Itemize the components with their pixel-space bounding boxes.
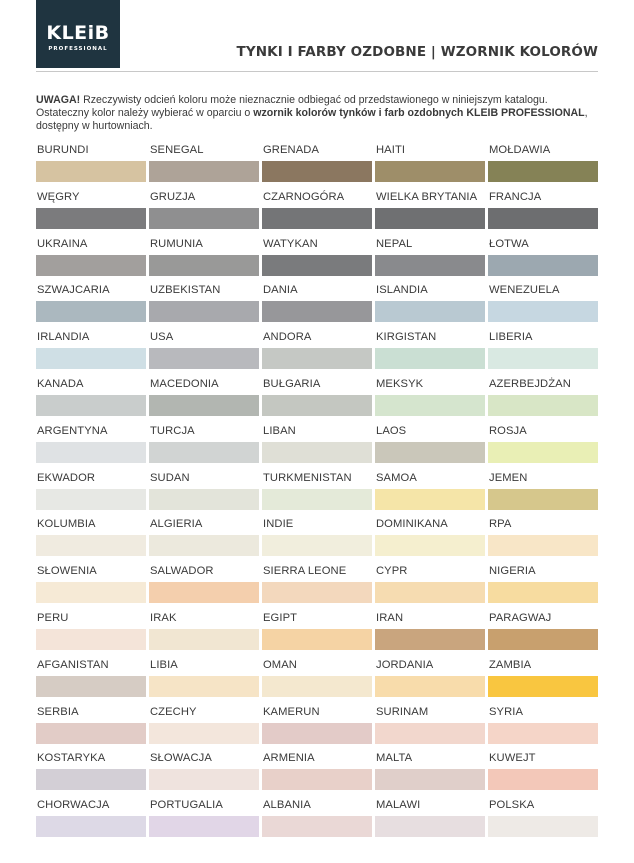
color-swatch-card [36, 377, 148, 424]
color-swatch [262, 208, 372, 229]
color-swatch-card [149, 705, 261, 752]
color-swatch [149, 348, 259, 369]
color-swatch-card [262, 424, 374, 471]
color-name-label: MALAWI [376, 799, 421, 812]
color-swatch-card [488, 751, 600, 798]
color-swatch [262, 723, 372, 744]
color-name-label: RUMUNIA [150, 237, 203, 250]
color-name-label: SŁOWACJA [150, 752, 212, 765]
color-swatch-card [488, 143, 600, 190]
notice-text-1: Rzeczywisty odcień koloru może nieznacznie odbiegać od przedstawionego w niniejszym katalogu. Ostateczny kolor należy wybierać w oparciu o [36, 94, 548, 119]
color-name-label: MOŁDAWIA [489, 144, 551, 156]
color-swatch [149, 395, 259, 416]
color-swatch [149, 489, 259, 510]
color-name-label: DANIA [263, 284, 298, 297]
color-name-label: EKWADOR [37, 471, 96, 484]
color-name-label: ALGIERIA [150, 518, 203, 531]
color-swatch [488, 629, 598, 650]
color-swatch-card [36, 658, 148, 705]
color-name-label: KOLUMBIA [37, 518, 96, 531]
color-swatch-card [36, 424, 148, 471]
color-swatch [262, 161, 372, 182]
color-swatch-card [262, 705, 374, 752]
color-swatch [488, 208, 598, 229]
color-swatch-card [488, 517, 600, 564]
color-swatch-card [36, 143, 148, 190]
color-name-label: CHORWACJA [37, 799, 110, 812]
color-swatch [36, 723, 146, 744]
color-name-label: UKRAINA [37, 237, 88, 250]
color-swatch [488, 395, 598, 416]
color-swatch [36, 582, 146, 603]
color-swatch [149, 208, 259, 229]
color-name-label: WATYKAN [263, 237, 318, 250]
color-name-label: SENEGAL [150, 144, 204, 156]
color-name-label: RPA [489, 518, 512, 531]
color-name-label: SZWAJCARIA [37, 284, 110, 297]
color-swatch [36, 442, 146, 463]
color-swatch [375, 676, 485, 697]
color-swatch [36, 208, 146, 229]
color-swatch-card [36, 564, 148, 611]
color-swatch [149, 535, 259, 556]
color-swatch-card [149, 143, 261, 190]
color-name-label: PARAGWAJ [489, 611, 552, 624]
color-swatch [375, 208, 485, 229]
color-swatch-card [36, 751, 148, 798]
color-swatch-card [36, 798, 148, 845]
color-swatch-card [149, 517, 261, 564]
color-swatch [262, 442, 372, 463]
color-swatch [36, 489, 146, 510]
color-name-label: ARMENIA [263, 752, 315, 765]
color-swatch-card [262, 564, 374, 611]
color-swatch-card [36, 471, 148, 518]
color-name-label: SURINAM [376, 705, 429, 718]
color-name-label: SŁOWENIA [37, 565, 97, 578]
color-swatch-card [488, 330, 600, 377]
color-swatch [262, 816, 372, 837]
color-swatch [149, 301, 259, 322]
color-name-label: SIERRA LEONE [263, 565, 347, 578]
notice-text-2: , dostępny w hurtowniach. [36, 107, 588, 132]
color-swatch-card [488, 377, 600, 424]
color-name-label: INDIE [263, 518, 294, 531]
color-swatch-card [488, 237, 600, 284]
color-swatch [375, 769, 485, 790]
color-name-label: CZECHY [150, 705, 197, 718]
color-swatch-grid [36, 143, 600, 845]
color-swatch-card [149, 798, 261, 845]
color-name-label: SUDAN [150, 471, 190, 484]
color-name-label: LIBAN [263, 424, 296, 437]
color-swatch-card [488, 611, 600, 658]
color-name-label: ROSJA [489, 424, 527, 437]
color-swatch [488, 442, 598, 463]
color-swatch-card [375, 564, 487, 611]
color-swatch [375, 535, 485, 556]
notice-swatchbook-reference: wzornik kolorów tynków i farb ozdobnych KLEIB PROFESSIONAL [253, 107, 585, 119]
color-swatch [36, 348, 146, 369]
color-swatch-card [488, 190, 600, 237]
color-name-label: ISLANDIA [376, 284, 428, 297]
color-swatch [262, 629, 372, 650]
color-swatch [375, 489, 485, 510]
color-swatch-card [149, 658, 261, 705]
color-swatch [375, 395, 485, 416]
color-swatch-card [149, 471, 261, 518]
color-swatch [488, 816, 598, 837]
color-swatch [36, 535, 146, 556]
color-swatch [488, 535, 598, 556]
color-name-label: DOMINIKANA [376, 518, 448, 531]
color-swatch [149, 723, 259, 744]
color-name-label: JORDANIA [376, 658, 434, 671]
color-swatch [36, 629, 146, 650]
color-swatch-card [36, 330, 148, 377]
color-swatch [375, 582, 485, 603]
color-swatch-card [149, 377, 261, 424]
color-swatch-card [375, 330, 487, 377]
color-swatch-card [149, 330, 261, 377]
color-swatch-card [262, 283, 374, 330]
color-name-label: USA [150, 331, 174, 344]
color-name-label: IRLANDIA [37, 331, 90, 344]
color-name-label: HAITI [376, 144, 406, 156]
color-swatch-card [375, 471, 487, 518]
color-swatch-card [36, 517, 148, 564]
header-divider [36, 71, 598, 72]
color-swatch [262, 348, 372, 369]
color-swatch [488, 723, 598, 744]
page-title: TYNKI I FARBY OZDOBNE | WZORNIK KOLORÓW [236, 44, 598, 60]
color-swatch [262, 769, 372, 790]
color-swatch-card [488, 424, 600, 471]
color-name-label: JEMEN [489, 471, 528, 484]
color-swatch [262, 301, 372, 322]
color-name-label: ANDORA [263, 331, 312, 344]
color-swatch [488, 348, 598, 369]
color-swatch-card [375, 283, 487, 330]
color-name-label: MEKSYK [376, 377, 424, 390]
color-name-label: GRUZJA [150, 190, 196, 203]
color-swatch-card [36, 705, 148, 752]
logo-subtext: PROFESSIONAL [48, 46, 108, 52]
color-name-label: KIRGISTAN [376, 331, 437, 344]
color-name-label: AFGANISTAN [37, 658, 109, 671]
color-swatch-card [149, 611, 261, 658]
color-swatch-card [149, 424, 261, 471]
color-swatch-card [375, 751, 487, 798]
color-swatch-card [375, 705, 487, 752]
color-name-label: MACEDONIA [150, 377, 219, 390]
color-swatch [149, 442, 259, 463]
color-name-label: EGIPT [263, 611, 298, 624]
color-swatch [149, 255, 259, 276]
color-swatch [488, 255, 598, 276]
color-name-label: KANADA [37, 377, 84, 390]
color-swatch [149, 161, 259, 182]
color-swatch [375, 301, 485, 322]
color-name-label: KUWEJT [489, 752, 536, 765]
color-swatch-card [149, 237, 261, 284]
color-name-label: SAMOA [376, 471, 417, 484]
color-swatch-card [149, 564, 261, 611]
color-swatch [262, 255, 372, 276]
color-swatch-card [375, 190, 487, 237]
color-name-label: KAMERUN [263, 705, 320, 718]
color-swatch-card [262, 377, 374, 424]
color-name-label: ŁOTWA [489, 237, 529, 250]
logo-text: KLEiB [46, 22, 110, 44]
color-swatch [488, 489, 598, 510]
color-swatch [488, 582, 598, 603]
color-swatch-card [262, 471, 374, 518]
color-swatch-card [149, 751, 261, 798]
color-swatch [262, 489, 372, 510]
color-name-label: IRAN [376, 611, 404, 624]
color-name-label: LIBIA [150, 658, 178, 671]
color-swatch-card [375, 517, 487, 564]
notice-warning-label: UWAGA! [36, 94, 81, 106]
color-swatch [149, 816, 259, 837]
color-swatch [149, 629, 259, 650]
color-swatch-card [149, 283, 261, 330]
color-name-label: NIGERIA [489, 565, 536, 578]
color-swatch [262, 395, 372, 416]
color-swatch [375, 816, 485, 837]
color-swatch [375, 442, 485, 463]
color-name-label: OMAN [263, 658, 297, 671]
color-swatch-card [488, 705, 600, 752]
color-name-label: BURUNDI [37, 144, 89, 156]
color-name-label: PORTUGALIA [150, 799, 223, 812]
color-swatch [375, 161, 485, 182]
color-swatch [149, 769, 259, 790]
color-swatch-card [375, 237, 487, 284]
color-name-label: LIBERIA [489, 331, 533, 344]
color-swatch-card [36, 190, 148, 237]
color-name-label: MALTA [376, 752, 413, 765]
color-name-label: CZARNOGÓRA [263, 190, 345, 203]
color-swatch [375, 629, 485, 650]
color-swatch [488, 161, 598, 182]
color-name-label: WENEZUELA [489, 284, 560, 297]
color-swatch-card [262, 237, 374, 284]
color-name-label: NEPAL [376, 237, 413, 250]
color-swatch [149, 582, 259, 603]
color-name-label: ALBANIA [263, 799, 311, 812]
color-name-label: IRAK [150, 611, 177, 624]
color-name-label: FRANCJA [489, 190, 542, 203]
color-name-label: BUŁGARIA [263, 377, 321, 390]
color-swatch-card [375, 143, 487, 190]
color-name-label: ARGENTYNA [37, 424, 108, 437]
color-swatch [262, 535, 372, 556]
color-swatch [375, 348, 485, 369]
color-name-label: SERBIA [37, 705, 79, 718]
color-swatch-card [262, 330, 374, 377]
color-name-label: POLSKA [489, 799, 535, 812]
color-swatch [36, 301, 146, 322]
color-swatch [36, 676, 146, 697]
color-swatch-card [262, 798, 374, 845]
color-swatch-card [149, 190, 261, 237]
color-name-label: SALWADOR [150, 565, 214, 578]
color-name-label: LAOS [376, 424, 407, 437]
color-name-label: WIELKA BRYTANIA [376, 190, 478, 203]
color-swatch [488, 676, 598, 697]
color-swatch-card [488, 564, 600, 611]
color-swatch-card [36, 611, 148, 658]
color-swatch-card [488, 471, 600, 518]
color-swatch [488, 301, 598, 322]
color-swatch-card [488, 283, 600, 330]
color-name-label: WĘGRY [37, 190, 80, 203]
color-name-label: ZAMBIA [489, 658, 532, 671]
color-name-label: PERU [37, 611, 69, 624]
color-swatch [375, 255, 485, 276]
color-swatch [36, 395, 146, 416]
color-swatch-card [262, 751, 374, 798]
color-name-label: KOSTARYKA [37, 752, 106, 765]
color-swatch-card [262, 143, 374, 190]
color-swatch-card [375, 611, 487, 658]
color-name-label: SYRIA [489, 705, 524, 718]
color-swatch [488, 769, 598, 790]
color-name-label: TURCJA [150, 424, 195, 437]
color-swatch-card [36, 283, 148, 330]
color-swatch-card [375, 798, 487, 845]
color-swatch [36, 255, 146, 276]
kleib-logo [36, 0, 120, 68]
color-swatch [36, 816, 146, 837]
color-swatch-card [36, 237, 148, 284]
color-swatch-card [488, 658, 600, 705]
color-swatch [262, 582, 372, 603]
notice-paragraph [36, 94, 602, 133]
color-swatch-card [262, 658, 374, 705]
color-name-label: UZBEKISTAN [150, 284, 221, 297]
color-swatch-card [262, 190, 374, 237]
color-swatch [36, 161, 146, 182]
color-name-label: AZERBEJDŻAN [489, 377, 571, 390]
color-swatch-card [262, 517, 374, 564]
color-name-label: TURKMENISTAN [263, 471, 352, 484]
color-swatch [375, 723, 485, 744]
color-name-label: CYPR [376, 565, 408, 578]
color-swatch-card [262, 611, 374, 658]
color-name-label: GRENADA [263, 144, 320, 156]
color-swatch [149, 676, 259, 697]
color-swatch [262, 676, 372, 697]
color-swatch-card [375, 658, 487, 705]
color-swatch-card [375, 424, 487, 471]
color-swatch-card [375, 377, 487, 424]
color-swatch-card [488, 798, 600, 845]
color-swatch [36, 769, 146, 790]
